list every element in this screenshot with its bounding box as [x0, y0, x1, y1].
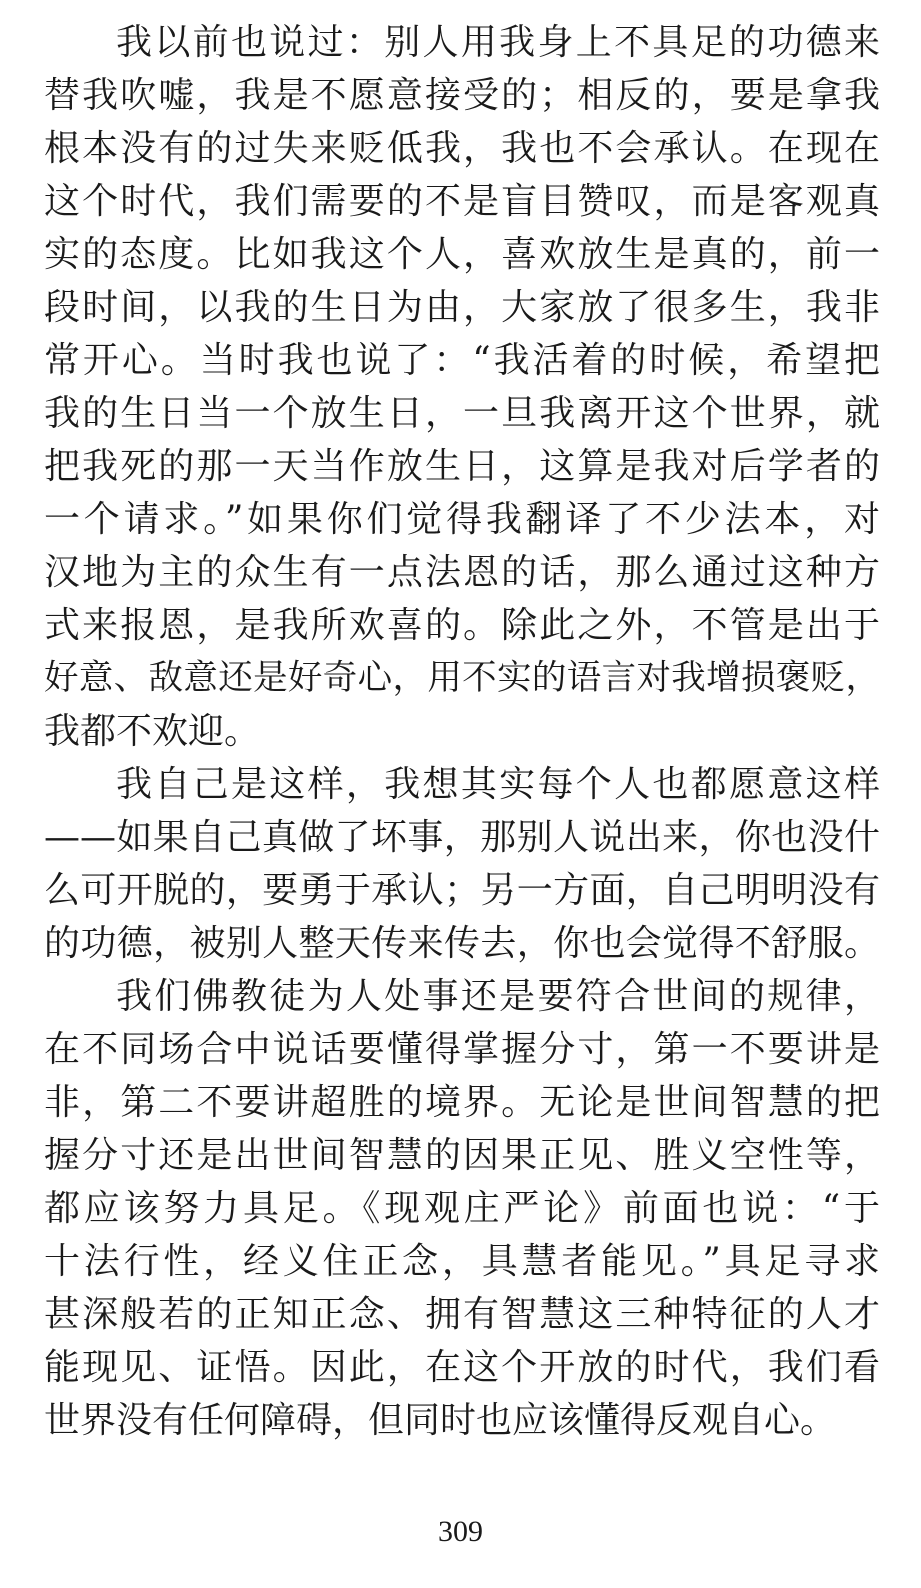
text-line: 实的态度。比如我这个人，喜欢放生是真的，前一	[44, 234, 880, 275]
text-line: 十法行性，经义住正念，具慧者能见。”具足寻求	[44, 1241, 880, 1282]
text-line: 我的生日当一个放生日，一旦我离开这个世界，就	[44, 393, 880, 434]
text-line: 我自己是这样，我想其实每个人也都愿意这样	[116, 764, 880, 805]
text-line: 汉地为主的众生有一点法恩的话，那么通过这种方	[44, 552, 880, 593]
text-line: 一个请求。”如果你们觉得我翻译了不少法本，对	[44, 499, 880, 540]
text-line: 甚深般若的正知正念、拥有智慧这三种特征的人才	[44, 1294, 880, 1335]
text-line: 常开心。当时我也说了：“我活着的时候，希望把	[44, 340, 880, 381]
text-line: 我以前也说过：别人用我身上不具足的功德来	[116, 22, 880, 63]
text-line: 么可开脱的，要勇于承认；另一方面，自己明明没有	[44, 870, 880, 911]
text-line: 根本没有的过失来贬低我，我也不会承认。在现在	[44, 128, 880, 169]
text-line: ——如果自己真做了坏事，那别人说出来，你也没什	[44, 817, 880, 858]
text-line: 都应该努力具足。《现观庄严论》前面也说：“于	[44, 1188, 880, 1229]
text-line: 的功德，被别人整天传来传去，你也会觉得不舒服。	[44, 923, 880, 964]
text-line: 世界没有任何障碍，但同时也应该懂得反观自心。	[44, 1400, 837, 1441]
text-line: 在不同场合中说话要懂得掌握分寸，第一不要讲是	[44, 1029, 880, 1070]
text-line: 把我死的那一天当作放生日，这算是我对后学者的	[44, 446, 880, 487]
text-line: 非，第二不要讲超胜的境界。无论是世间智慧的把	[44, 1082, 880, 1123]
text-line: 段时间，以我的生日为由，大家放了很多生，我非	[44, 287, 880, 328]
text-line: 握分寸还是出世间智慧的因果正见、胜义空性等，	[44, 1135, 880, 1176]
text-line: 这个时代，我们需要的不是盲目赞叹，而是客观真	[44, 181, 880, 222]
text-line: 替我吹嘘，我是不愿意接受的；相反的，要是拿我	[44, 75, 880, 116]
page-number: 309	[438, 1515, 483, 1548]
text-line: 能现见、证悟。因此，在这个开放的时代，我们看	[44, 1347, 880, 1388]
text-line: 我们佛教徒为人处事还是要符合世间的规律，	[116, 976, 880, 1017]
text-line: 式来报恩，是我所欢喜的。除此之外，不管是出于	[44, 605, 880, 646]
text-line: 好意、敌意还是好奇心，用不实的语言对我增损褒贬，	[44, 658, 880, 698]
text-line: 我都不欢迎。	[44, 711, 261, 752]
